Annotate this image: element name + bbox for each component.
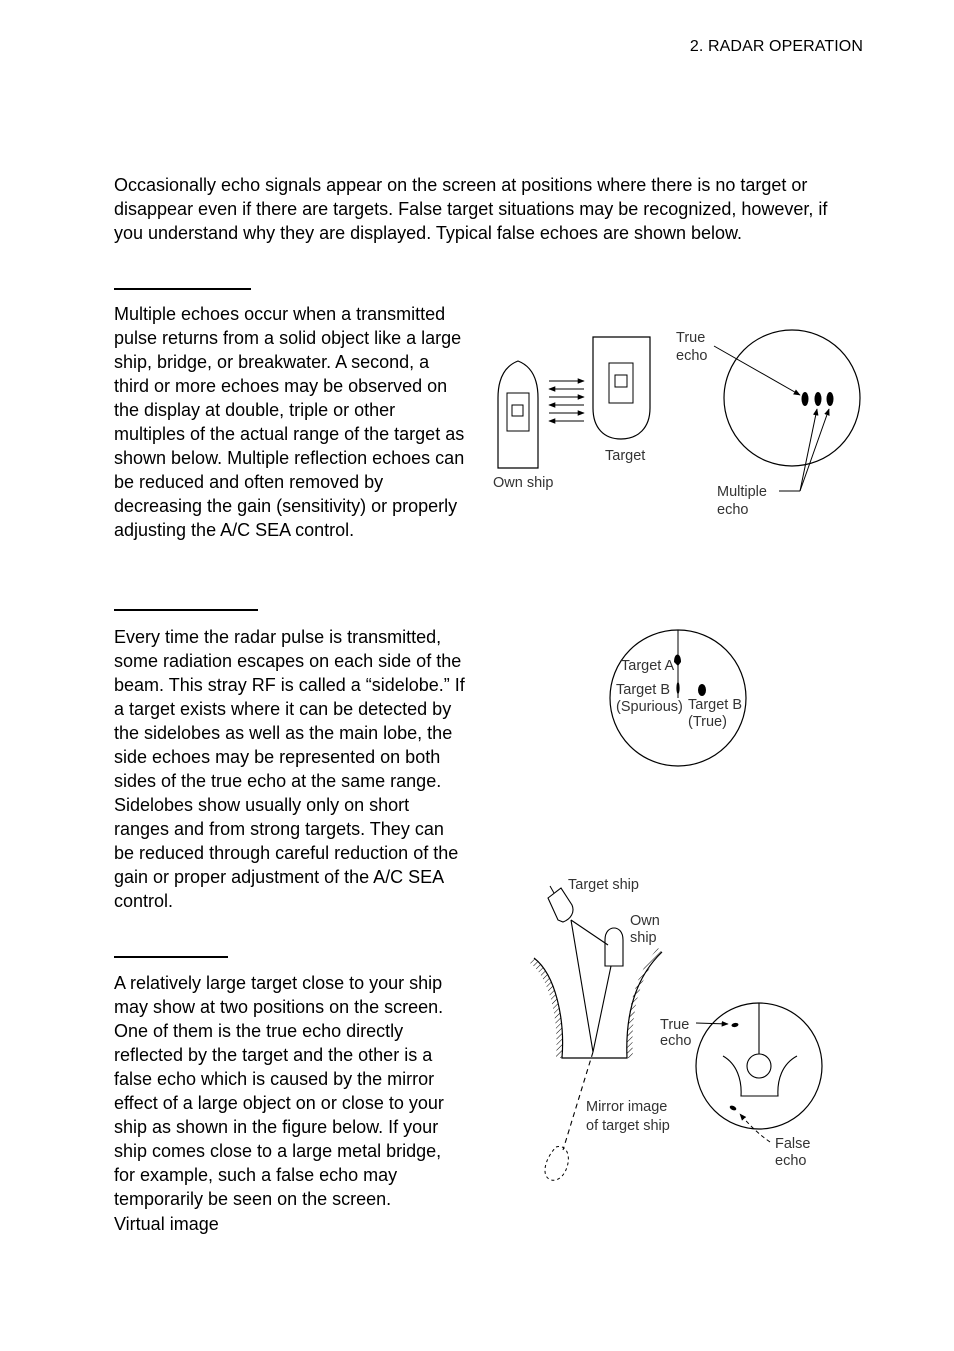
target-label: Target bbox=[605, 448, 646, 464]
target-ship-shape bbox=[593, 337, 650, 439]
true-echo-leader bbox=[696, 1023, 728, 1024]
virtual-image-text: A relatively large target close to your ship may show at two positions on the screen. One of them is the true echo directly reflected by the target and the other is a false echo which is caused by the mirror effect of a large object on or close to your ship as shown in the figure below. If your ship comes close to a large metal bridge, for example, such a false echo may temporarily be seen on the screen. bbox=[114, 973, 444, 1209]
false-echo-leader bbox=[740, 1114, 770, 1142]
mirror-image-ship bbox=[545, 1147, 568, 1181]
own-ship-label: Own ship bbox=[493, 475, 554, 491]
own-ship-label: Own ship bbox=[630, 913, 660, 946]
multiple-echoes-text: Multiple echoes occur when a transmitted pulse returns from a solid object like a large ship, bridge, or breakwater. A second, a third or more echoes may be observed on the display at double, triple or other multiples of the actual range of the target as shown below. Multiple reflection echoes can be reduced and often removed by decreasing the gain (sensitivity) or properly adjusting the A/C SEA control. bbox=[114, 304, 465, 540]
false-echo-label: False echo bbox=[775, 1136, 811, 1169]
sidelobe-echoes-text: Every time the radar pulse is transmitted, some radiation escapes on each side of the beam. This stray RF is called a “sidelobe.” If a target exists where it can be detected by the sidelobes as well as the main lobe, the side echoes may be represented on both sides of the true echo at the same range. Sidelobes show usually only on short ranges and from strong targets. They can be reduced through careful reduction of the gain or proper adjustment of the A/C SEA control. bbox=[114, 627, 465, 911]
channel-walls bbox=[530, 948, 662, 1058]
multiple-echo-leaders bbox=[779, 409, 829, 491]
reflection-paths bbox=[563, 920, 611, 1150]
pulse-arrows bbox=[549, 381, 584, 421]
target-b-true-label: Target B (True) bbox=[688, 697, 742, 730]
own-ship-shape bbox=[605, 928, 623, 966]
sidelobe-blips bbox=[674, 655, 706, 697]
virtual-image-caption: Virtual image bbox=[114, 1214, 219, 1234]
target-a-label: Target A bbox=[621, 658, 675, 674]
radar-display-circle bbox=[724, 330, 860, 466]
mirror-image-label: Mirror image of target ship bbox=[586, 1099, 670, 1134]
intro-paragraph: Occasionally echo signals appear on the screen at positions where there is no target or disappear even if there are targets. False target situations may be recognized, however, if you understand why they are displayed. Typical false echoes are shown below. bbox=[114, 175, 828, 243]
display-contents bbox=[723, 1003, 797, 1096]
heading-rule-virtual-image bbox=[114, 956, 228, 958]
multiple-echo-figure bbox=[480, 318, 880, 528]
target-ship-label: Target ship bbox=[568, 877, 639, 893]
echo-blips bbox=[802, 392, 834, 406]
multiple-echo-label: Multiple echo bbox=[717, 484, 767, 518]
heading-rule-sidelobe-echoes bbox=[114, 609, 258, 611]
page-header: 2. RADAR OPERATION bbox=[689, 38, 863, 55]
true-echo-leader bbox=[714, 346, 800, 395]
heading-rule-multiple-echoes bbox=[114, 288, 251, 290]
true-echo-label: True echo bbox=[660, 1017, 692, 1049]
own-ship-shape bbox=[498, 361, 538, 468]
virtual-image-figure bbox=[525, 872, 830, 1184]
sidelobe-figure bbox=[600, 620, 760, 775]
target-b-spurious-label: Target B (Spurious) bbox=[616, 682, 683, 715]
true-echo-label: True echo bbox=[676, 330, 708, 364]
